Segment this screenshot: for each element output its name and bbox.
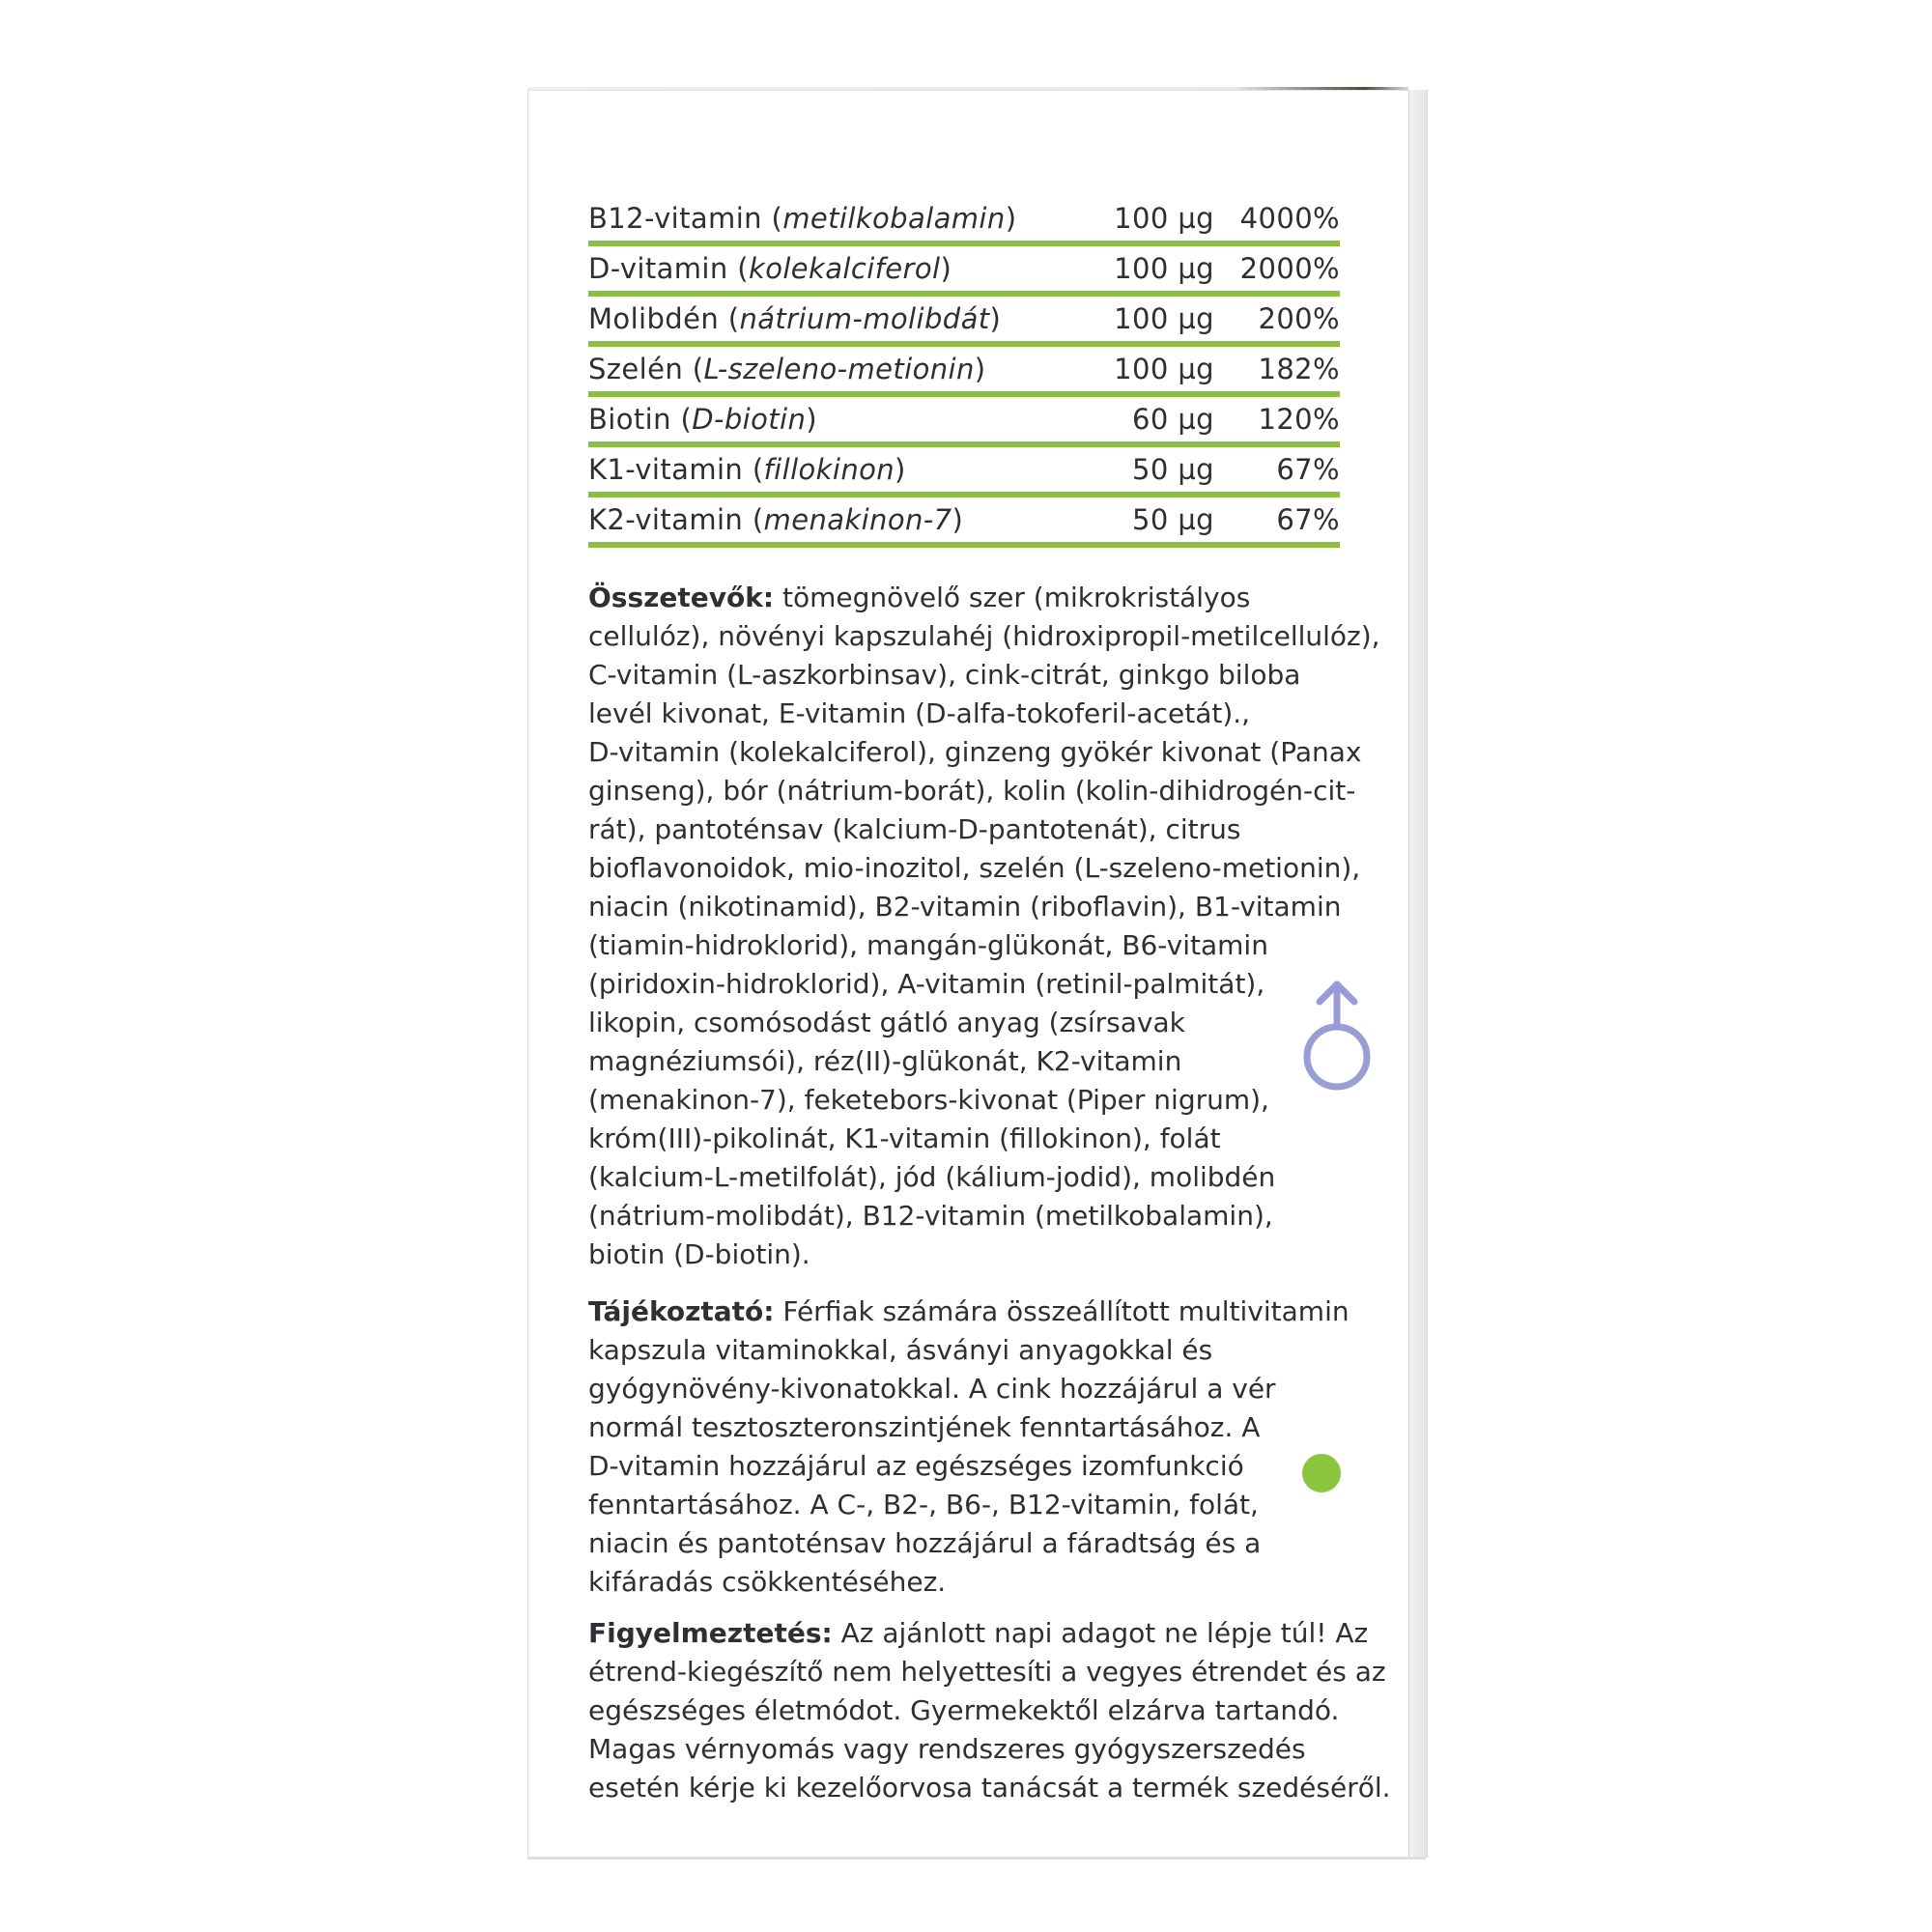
text-line: D-vitamin hozzájárul az egészséges izomfunkció <box>588 1450 1244 1482</box>
text-line: niacin (nikotinamid), B2-vitamin (riboflavin), B1-vitamin <box>588 891 1342 923</box>
text-line: Figyelmeztetés: Az ajánlott napi adagot ne lépje túl! Az <box>588 1617 1369 1649</box>
nutrient-row <box>588 497 1340 548</box>
package-side-edge <box>1408 90 1428 1858</box>
text-line: egészséges életmódot. Gyermekektől elzárva tartandó. <box>588 1694 1340 1726</box>
text-line: kifáradás csökkentéséhez. <box>588 1566 947 1598</box>
nutrient-name: Molibdén (nátrium-molibdát) <box>588 302 1002 335</box>
package-bottom-edge <box>527 1857 1426 1860</box>
text-line: C-vitamin (L-aszkorbinsav), cink-citrát, ginkgo biloba <box>588 659 1301 691</box>
nutrient-row <box>588 196 1340 246</box>
nutrient-amount: 100 µg <box>1114 302 1214 335</box>
text-line: Magas vérnyomás vagy rendszeres gyógyszerszedés <box>588 1733 1306 1765</box>
text-line: Tájékoztató: Férfiak számára összeállított multivitamin <box>588 1295 1350 1327</box>
nutrient-row <box>588 397 1340 447</box>
nutrient-name: D-vitamin (kolekalciferol) <box>588 252 952 285</box>
nutrient-name: Szelén (L-szeleno-metionin) <box>588 353 986 385</box>
nutrient-amount: 50 µg <box>1132 503 1214 536</box>
nutrient-percent: 182% <box>1258 353 1340 385</box>
nutrient-amount: 100 µg <box>1114 202 1214 235</box>
nutrient-name: Biotin (D-biotin) <box>588 403 817 436</box>
text-line: gyógynövény-kivonatokkal. A cink hozzájárul a vér <box>588 1373 1276 1405</box>
text-line: biotin (D-biotin). <box>588 1238 810 1270</box>
text-line: esetén kérje ki kezelőorvosa tanácsát a termék szedéséről. <box>588 1772 1391 1804</box>
nutrient-percent: 67% <box>1276 503 1340 536</box>
text-line: niacin és pantoténsav hozzájárul a fáradtság és a <box>588 1527 1262 1559</box>
ingredients-section <box>588 579 1380 1274</box>
text-line: likopin, csomósodást gátló anyag (zsírsavak <box>588 1007 1185 1038</box>
nutrient-amount: 60 µg <box>1132 403 1214 436</box>
nutrient-percent: 2000% <box>1239 252 1340 285</box>
nutrient-name: K1-vitamin (fillokinon) <box>588 453 906 486</box>
nutrient-percent: 200% <box>1258 302 1340 335</box>
info-section <box>588 1293 1351 1602</box>
text-line: (piridoxin-hidroklorid), A-vitamin (retinil-palmitát), <box>588 968 1265 1000</box>
text-line: levél kivonat, E-vitamin (D-alfa-tokoferil-acetát)., <box>588 697 1251 729</box>
male-symbol-icon <box>1298 977 1376 1102</box>
text-line: (kalcium-L-metilfolát), jód (kálium-jodid), molibdén <box>588 1161 1276 1193</box>
nutrient-name: B12-vitamin (metilkobalamin) <box>588 202 1017 235</box>
text-line: bioflavonoidok, mio-inozitol, szelén (L-szeleno-metionin), <box>588 852 1361 884</box>
text-line: (tiamin-hidroklorid), mangán-glükonát, B6-vitamin <box>588 929 1268 961</box>
nutrient-name: K2-vitamin (menakinon-7) <box>588 503 964 536</box>
text-line: kapszula vitaminokkal, ásványi anyagokkal és <box>588 1334 1213 1366</box>
nutrient-row <box>588 297 1340 347</box>
nutrient-row <box>588 246 1340 297</box>
text-line: normál tesztoszteronszintjének fenntartásához. A <box>588 1411 1261 1443</box>
text-line: Összetevők: tömegnövelő szer (mikrokristályos <box>588 582 1251 613</box>
nutrient-percent: 120% <box>1258 403 1340 436</box>
nutrient-row <box>588 447 1340 497</box>
nutrient-amount: 100 µg <box>1114 252 1214 285</box>
text-line: étrend-kiegészítő nem helyettesíti a vegyes étrendet és az <box>588 1656 1386 1688</box>
text-line: (menakinon-7), feketebors-kivonat (Piper nigrum), <box>588 1084 1269 1116</box>
text-line: D-vitamin (kolekalciferol), ginzeng gyökér kivonat (Panax <box>588 736 1362 768</box>
nutrient-table <box>588 196 1340 548</box>
text-line: ginseng), bór (nátrium-borát), kolin (kolin-dihidrogén-cit- <box>588 775 1356 807</box>
text-line: (nátrium-molibdát), B12-vitamin (metilkobalamin), <box>588 1200 1273 1232</box>
nutrient-percent: 67% <box>1276 453 1340 486</box>
nutrient-amount: 100 µg <box>1114 353 1214 385</box>
warning-section <box>588 1614 1391 1807</box>
text-line: cellulóz), növényi kapszulahéj (hidroxipropil-metilcellulóz), <box>588 620 1380 652</box>
text-line: magnéziumsói), réz(II)-glükonát, K2-vitamin <box>588 1045 1182 1077</box>
info-label: Tájékoztató: <box>588 1295 775 1327</box>
nutrient-amount: 50 µg <box>1132 453 1214 486</box>
nutrient-row <box>588 347 1340 397</box>
warning-label: Figyelmeztetés: <box>588 1617 833 1649</box>
ingredients-label: Összetevők: <box>588 582 775 613</box>
green-dot <box>1302 1454 1341 1492</box>
text-line: fenntartásához. A C-, B2-, B6-, B12-vitamin, folát, <box>588 1489 1259 1520</box>
text-line: króm(III)-pikolinát, K1-vitamin (fillokinon), folát <box>588 1122 1221 1154</box>
text-line: rát), pantoténsav (kalcium-D-pantotenát), citrus <box>588 813 1241 845</box>
nutrient-percent: 4000% <box>1239 202 1340 235</box>
